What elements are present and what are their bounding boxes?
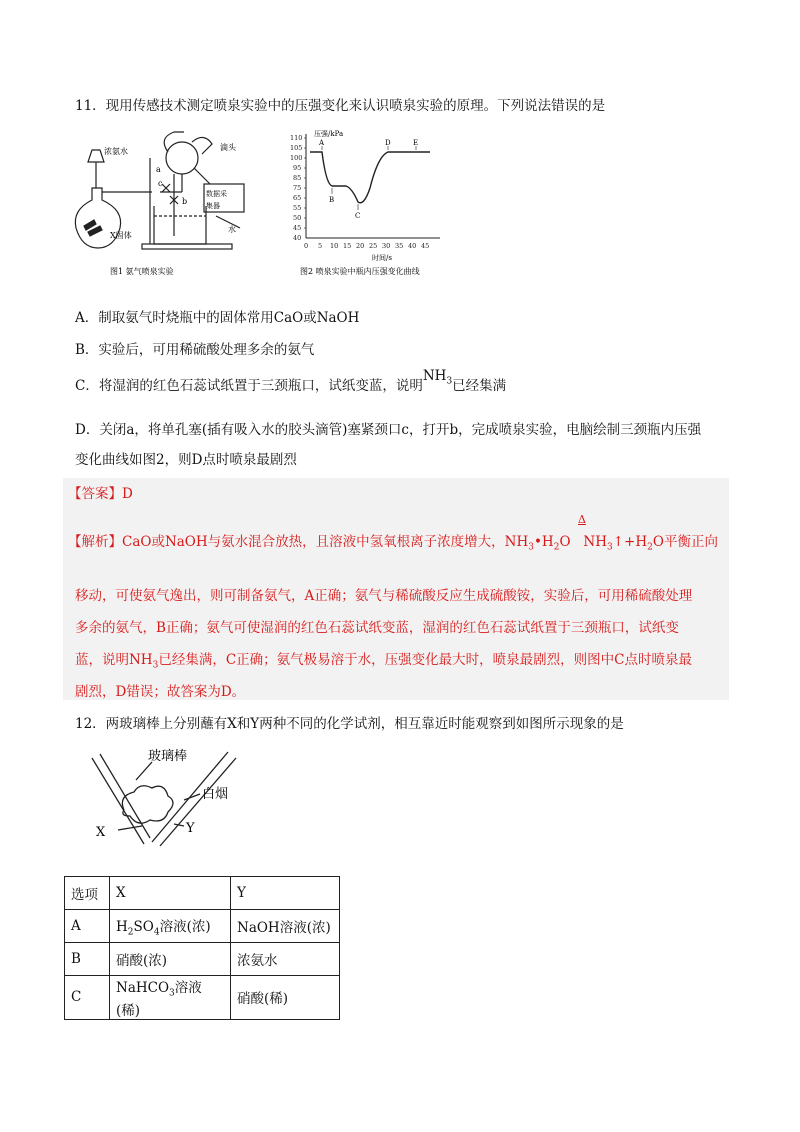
svg-text:35: 35 (395, 242, 404, 250)
q12-label-y: Y (186, 821, 195, 836)
table-header-cell: 选项 (65, 877, 110, 910)
q11-option-b: B．实验后，可用稀硫酸处理多余的氨气 (75, 342, 315, 358)
fig1-label-nh3-water: 浓氨水 (104, 147, 128, 156)
fig2-xlabel: 时间/s (372, 254, 392, 262)
table-row (65, 910, 340, 943)
analysis-line-3: 多余的氨气，B正确；氨气可使湿润的红色石蕊试纸变蓝，湿润的红色石蕊试纸置于三颈瓶口，试纸变 (75, 620, 679, 636)
fig1-label-collector-2: 集器 (206, 202, 220, 210)
fig1-label-collector: 数据采 (206, 190, 227, 198)
q11-stem: 11．现用传感技术测定喷泉实验中的压强变化来认识喷泉实验的原理。下列说法错误的是 (75, 98, 606, 114)
table-cell-option: B (65, 943, 110, 976)
fig2-point-b: B (329, 196, 335, 204)
fig2-point-c: C (355, 212, 361, 220)
answer-line: 【答案】D (68, 486, 133, 502)
delta-symbol: Δ (578, 513, 586, 526)
fig1-label-c: c (158, 179, 163, 188)
fig1-label-b: b (182, 197, 188, 206)
fig2-point-a: A (319, 139, 325, 147)
svg-text:105: 105 (290, 144, 303, 152)
q11-figure-1 (70, 128, 270, 278)
svg-text:40: 40 (293, 234, 302, 242)
q12-label-x: X (96, 825, 106, 840)
analysis-line-4: 蓝，说明$NH_3$已经集满，C正确；氨气极易溶于水，压强变化最大时，喷泉最剧烈，则图中C点时喷泉最 (75, 652, 692, 671)
table-cell-option: A (65, 910, 110, 943)
svg-text:30: 30 (382, 242, 391, 250)
q11-option-d-line1: D．关闭a，将单孔塞(插有吸入水的胶头滴管)塞紧颈口c，打开b，完成喷泉实验，电脑绘制三颈瓶内压强 (75, 422, 702, 438)
svg-text:50: 50 (293, 214, 302, 222)
table-cell-x: $H_2SO_4$溶液(浓) (110, 910, 231, 943)
analysis-line-2: 移动，可使氨气逸出，则可制备氨气，A正确；氨气与稀硫酸反应生成硫酸铵，实验后，可用稀硫酸处理 (75, 588, 693, 604)
svg-text:5: 5 (318, 242, 323, 250)
table-cell-option: C (65, 976, 110, 1020)
table-header-cell: X (110, 877, 231, 910)
analysis-line-5: 剧烈，D错误；故答案为D。 (75, 684, 246, 700)
fig2-caption: 图2 喷泉实验中瓶内压强变化曲线 (300, 267, 420, 276)
q11-option-a: A．制取氨气时烧瓶中的固体常用CaO或NaOH (75, 310, 360, 326)
fig1-caption: 图1 氨气喷泉实验 (110, 267, 174, 276)
q11-option-c: C．将湿润的红色石蕊试纸置于三颈瓶口，试纸变蓝，说明$NH_3$已经集满 (75, 368, 507, 394)
table-row (65, 943, 340, 976)
svg-text:65: 65 (293, 194, 302, 202)
svg-text:110: 110 (290, 134, 303, 142)
q12-stem: 12．两玻璃棒上分别蘸有X和Y两种不同的化学试剂，相互靠近时能观察到如图所示现象的是 (75, 716, 624, 732)
svg-text:85: 85 (293, 174, 302, 182)
q11-figure-2 (280, 128, 450, 278)
fig1-label-dropper: 滴头 (220, 143, 236, 152)
svg-text:100: 100 (290, 154, 303, 162)
table-header-cell: Y (231, 877, 340, 910)
table-cell-x: 硝酸(浓) (110, 943, 231, 976)
svg-text:10: 10 (330, 242, 339, 250)
analysis-line-1: 【解析】CaO或NaOH与氨水混合放热，且溶液中氢氧根离子浓度增大，$NH_3•H_2O$ $NH_3↑+H_2O$平衡正向 (68, 534, 718, 553)
table-cell-x: NaHCO$_3$溶液(稀) (110, 976, 231, 1020)
svg-text:45: 45 (293, 224, 302, 232)
svg-text:45: 45 (421, 242, 430, 250)
svg-text:75: 75 (293, 184, 302, 192)
svg-text:15: 15 (343, 242, 352, 250)
table-cell-y: 硝酸(稀) (231, 976, 340, 1020)
q12-options-table (64, 876, 340, 1020)
table-row (65, 976, 340, 1020)
q12-figure (88, 744, 258, 854)
svg-text:40: 40 (408, 242, 417, 250)
svg-text:0: 0 (304, 242, 309, 250)
svg-text:95: 95 (293, 164, 302, 172)
fig1-label-a: a (156, 165, 161, 174)
q12-label-smoke: 白烟 (202, 787, 229, 802)
fig2-point-e: E (413, 139, 419, 147)
table-header-row (65, 877, 340, 910)
nh3-formula: $NH_3$ (422, 368, 453, 387)
table-cell-y: NaOH溶液(浓) (231, 910, 340, 943)
fig2-ylabel: 压强/kPa (314, 130, 344, 138)
svg-text:25: 25 (369, 242, 378, 250)
table-cell-y: 浓氨水 (231, 943, 340, 976)
svg-text:20: 20 (356, 242, 365, 250)
q11-option-d-line2: 变化曲线如图2，则D点时喷泉最剧烈 (75, 452, 297, 468)
svg-text:55: 55 (293, 204, 302, 212)
fig1-label-x-solid: X固体 (110, 231, 132, 240)
q12-label-rod: 玻璃棒 (148, 749, 188, 764)
fig1-label-water: 水 (228, 225, 236, 234)
fig2-point-d: D (385, 139, 391, 147)
